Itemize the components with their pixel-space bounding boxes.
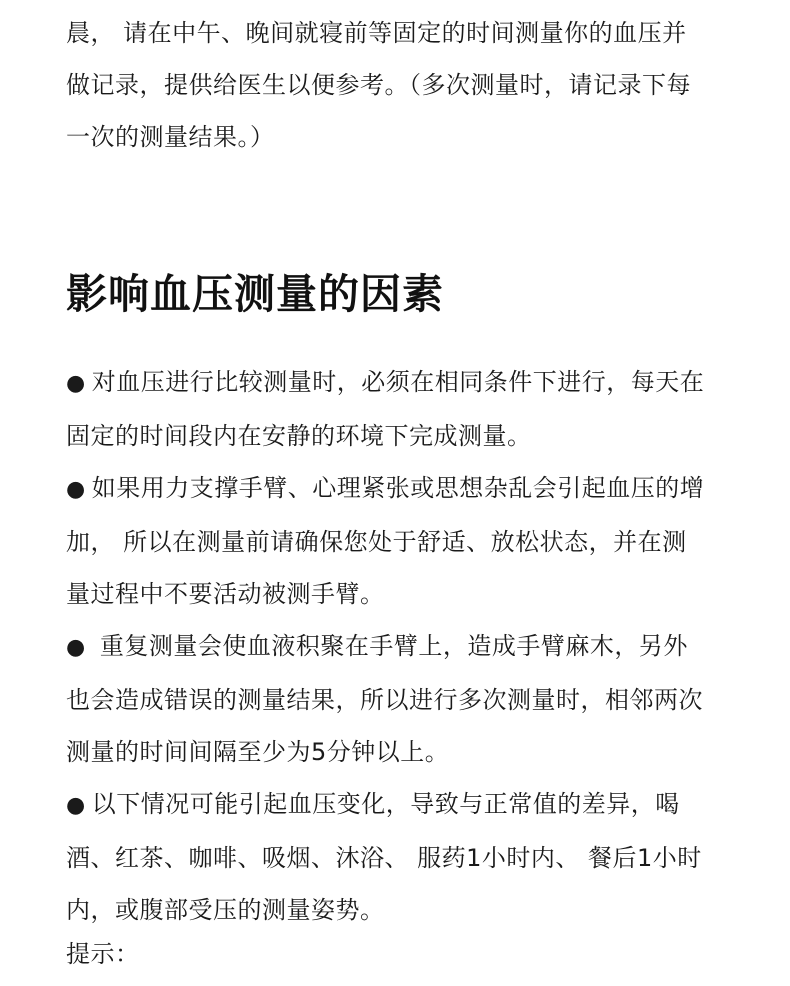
- factor-text: 如果用力支撑手臂、心理紧张或思想杂乱会引起血压的增加， 所以在测量前请确保您处于舒适、放松状态，并在测量过程中不要活动被测手臂。: [66, 474, 705, 608]
- factor-text: 以下情况可能引起血压变化，导致与正常值的差异，喝酒、红茶、咖啡、吸烟、沐浴、 服药1小时内、 餐后1小时内，或腹部受压的测量姿势。: [66, 790, 702, 924]
- bullet-icon: ●: [66, 477, 86, 502]
- bullet-icon: ●: [66, 371, 86, 396]
- factor-item: [66, 462, 706, 620]
- hint-label: 提示：: [66, 940, 140, 968]
- factor-text: 重复测量会使血液积聚在手臂上，造成手臂麻木，另外也会造成错误的测量结果，所以进行多次测量时，相邻两次测量的时间间隔至少为5分钟以上。: [66, 632, 703, 766]
- factor-list: [66, 356, 706, 936]
- factor-item: [66, 356, 706, 462]
- document-page: [66, 0, 706, 968]
- bullet-icon: ●: [66, 635, 86, 660]
- section-title: 影响血压测量的因素: [66, 270, 444, 318]
- intro-paragraph: 晨， 请在中午、晚间就寝前等固定的时间测量你的血压并做记录，提供给医生以便参考。（多次测量时，请记录下每一次的测量结果。）: [66, 19, 691, 151]
- factor-text: 对血压进行比较测量时，必须在相同条件下进行，每天在固定的时间段内在安静的环境下完成测量。: [66, 368, 705, 450]
- factor-item: [66, 778, 706, 936]
- factor-item: [66, 620, 706, 778]
- bullet-icon: ●: [66, 793, 86, 818]
